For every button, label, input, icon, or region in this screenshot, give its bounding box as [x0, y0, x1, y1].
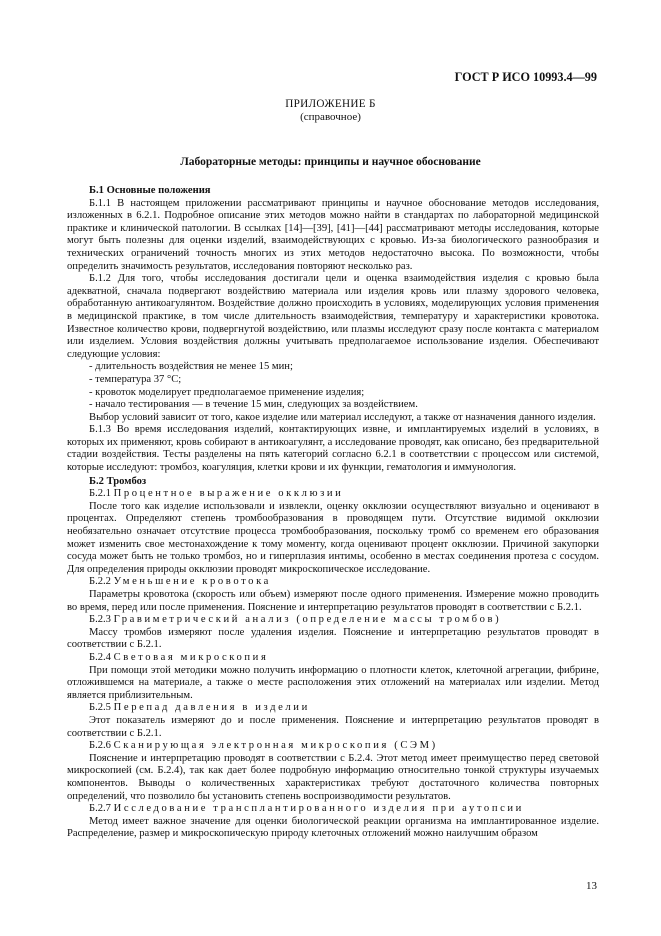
- list-item: - длительность воздействия не менее 15 мин;: [89, 361, 293, 373]
- subsection-title: Гравиметрический анализ (определение массы тромбов): [113, 614, 502, 626]
- subsection-heading-b2-3: [67, 614, 599, 627]
- appendix-title: ПРИЛОЖЕНИЕ Б: [285, 98, 376, 110]
- subsection-number: Б.2.2: [89, 576, 111, 588]
- subsection-number: Б.2.5: [89, 702, 111, 714]
- subsection-title: Световая микроскопия: [113, 651, 269, 663]
- list-item: - температура 37 °С;: [89, 373, 182, 385]
- subsection-number: Б.2.3: [89, 614, 111, 626]
- subsection-heading-b2-6: [67, 740, 599, 753]
- section-heading-b1: Б.1 Основные положения: [89, 185, 211, 196]
- appendix-subtitle: (справочное): [300, 111, 361, 123]
- subsection-title: Исследование трансплантированного изделия при аутопсии: [113, 803, 524, 815]
- subsection-heading-b2-2: [67, 576, 599, 589]
- subsection-title: Процентное выражение окклюзии: [113, 488, 344, 500]
- subsection-number: Б.2.6: [89, 740, 111, 752]
- paragraph-b2-4: При помощи этой методики можно получить информацию о плотности клеток, клеточной агрегации, фибрине, отложившемся на материале, а также о месте расположения этих отложений на материалах или изделии. Метод является приблизительным.: [67, 664, 599, 701]
- paragraph-b2-1: После того как изделие использовали и извлекли, оценку окклюзии осуществляют визуально и оценивают в процентах. Определяют степень тромбообразования в проводящем пути. Отсутствие видимой окклюзии необязательно означает отсутствие процесса тромбообразования, поскольку тромб со временем его образования может изменить свое местонахождение к тому моменту, когда оценивают процент окклюзии. Причиной закупорки сосуда может быть не только тромбоз, но и гиперплазия интимы, особенно в местах соединения протеза с сосудом. Для определения природы окклюзии проводят микроскопическое исследование.: [67, 500, 599, 575]
- paragraph-b1-3: Б.1.3 Во время исследования изделий, контактирующих извне, и имплантируемых изделий в условиях, в которых их применяют, кровь собирают в антикоагулянт, а исследование проводят, как описано, без предварительной стадии воздействия. Тесты разделены на пять категорий согласно 6.2.1 в соответствии с процессом или системой, которые исследуют: тромбоз, коагуляция, клетки крови и их функции, гематология и иммунология.: [67, 424, 599, 474]
- paragraph-b1-2-cont: Выбор условий зависит от того, какое изделие или материал исследуют, а также от назначения данного изделия.: [89, 411, 596, 423]
- paragraph-b2-2: Параметры кровотока (скорость или объем) измеряют после одного применения. Измерение можно проводить во время, перед или после применения. Пояснение и интерпретацию результатов проводят в соответствии с Б.2.1.: [67, 589, 599, 613]
- subsection-heading-b2-4: [67, 652, 599, 665]
- appendix-main-title: Лабораторные методы: принципы и научное обоснование: [180, 156, 481, 168]
- subsection-title: Сканирующая электронная микроскопия (СЭМ): [113, 740, 438, 752]
- document-code: ГОСТ Р ИСО 10993.4—99: [454, 70, 597, 84]
- subsection-title: Уменьшение кровотока: [113, 576, 271, 588]
- page-number: 13: [586, 880, 597, 892]
- document-body: [67, 184, 599, 841]
- subsection-heading-b2-1: [67, 488, 599, 501]
- subsection-heading-b2-7: [67, 803, 599, 816]
- subsection-title: Перепад давления в изделии: [113, 702, 310, 714]
- paragraph-b2-5: Этот показатель измеряют до и после применения. Пояснение и интерпретацию результатов проводят в соответствии с Б.2.1.: [67, 714, 599, 739]
- paragraph-b2-6: Пояснение и интерпретацию проводят в соответствии с Б.2.4. Этот метод имеет преимущество перед световой микроскопией (см. Б.2.4), так как дает более подробную информацию относительно тонкой структуры изучаемых компонентов. Выводы о количественных характеристиках требуют достаточного количества повторных определений, что позволило бы установить степень воспроизводимости результатов.: [67, 752, 599, 802]
- section-heading-b2: Б.2 Тромбоз: [89, 475, 147, 487]
- subsection-heading-b2-5: [67, 702, 599, 715]
- paragraph-b1-1: Б.1.1 В настоящем приложении рассматривают принципы и научное обоснование методов исследования, изложенных в 6.2.1. Подробное описание этих методов можно найти в стандартах по лабораторной медицинской практике и клинической патологии. В ссылках [14]—[39], [41]—[44] рассматривают методы исследования, которые могут быть полезны для оценки изделий, взаимодействующих с кровью. Из-за биологического разнообразия и технических ограничений точность многих из этих методов недостаточно высока. По возможности, чтобы определить значимость результатов, исследования повторяют несколько раз.: [67, 197, 599, 272]
- list-item: - начало тестирования — в течение 15 мин, следующих за воздействием.: [89, 399, 418, 411]
- list-item: - кровоток моделирует предполагаемое применение изделия;: [89, 386, 365, 398]
- paragraph-b2-7: Метод имеет важное значение для оценки биологической реакции организма на имплантированное изделие. Распределение, размер и микроскопическую природу клеточных отложений можно наилучшим образом: [67, 815, 599, 840]
- paragraph-b2-3: Массу тромбов измеряют после удаления изделия. Пояснение и интерпретацию результатов проводят в соответствии с Б.2.1.: [67, 626, 599, 651]
- subsection-number: Б.2.1: [89, 488, 111, 500]
- subsection-number: Б.2.7: [89, 803, 111, 815]
- paragraph-b1-2: Б.1.2 Для того, чтобы исследования достигали цели и оценка взаимодействия изделия с кровью была адекватной, сначала подвергают воздействию материала или изделия кровь или плазму здорового человека, обработанную антикоагулянтом. Воздействие должно происходить в условиях, моделирующих условия применения в медицинской практике, в том числе длительность взаимодействия, температуру и характеристики кровотока. Известное количество крови, подвергнутой воздействию, или плазмы исследуют сразу после контакта с материалом или изделием. Условия воздействия должны учитывать предполагаемое использование изделия. Обеспечивают следующие условия:: [67, 273, 599, 360]
- subsection-number: Б.2.4: [89, 651, 111, 663]
